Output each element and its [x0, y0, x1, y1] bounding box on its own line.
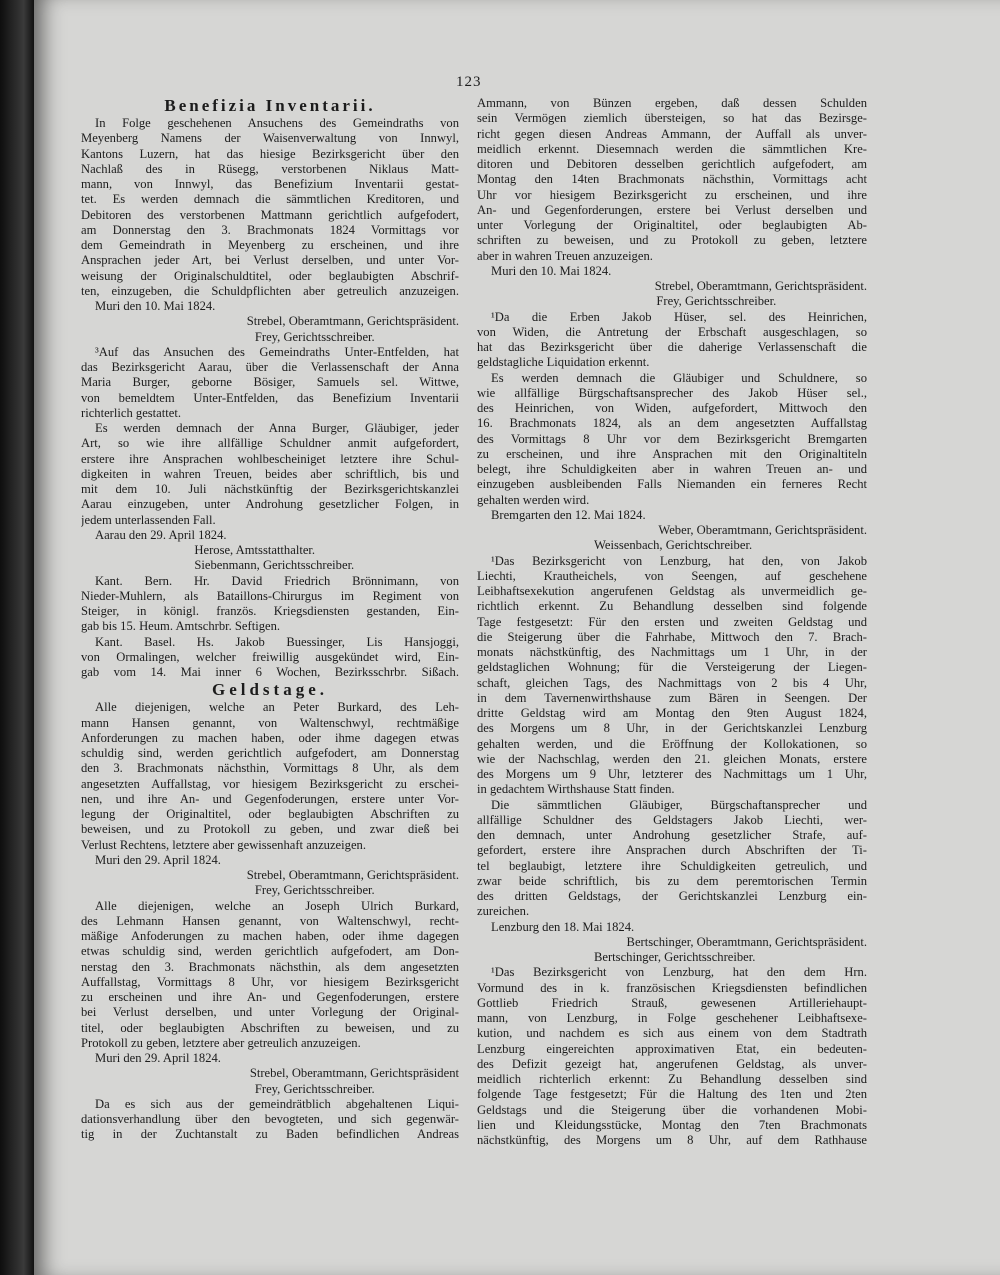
text-line: von Ormalingen, welcher freiwillig ausgekündet wird, Ein- [81, 649, 459, 664]
text-line: Die sämmtlichen Gläubiger, Bürgschaftansprecher und [491, 797, 867, 812]
text-line: dationsverhandlung über den bevogteten, und sich gegenwär- [81, 1112, 459, 1126]
text-line: Ammann, von Bünzen ergeben, daß dessen Schulden [477, 96, 867, 110]
signature-line: Weissenbach, Gerichtschreiber. [594, 538, 753, 553]
text-line: zwar beide schriftlich, bis zu dem peremtorischen Termin [477, 873, 867, 888]
text-line: etwas schuldig sind, werden gerichtlich aufgefodert, am Don- [81, 944, 459, 959]
text-line: Nachlaß des in Rüsegg, verstorbenen Niklaus Matt- [81, 161, 459, 176]
date-line: Muri den 29. April 1824. [95, 1051, 221, 1065]
text-line: gehalten werden, und die Eröffnung der Kollokationen, so [477, 736, 867, 751]
text-line: Steiger, in königl. französ. Kriegsdiensten gestanden, Ein- [81, 604, 459, 618]
page-number: 123 [456, 74, 482, 90]
text-line: Debitoren des verstorbenen Mattmann gerichtlich aufgefodert, [81, 207, 459, 222]
date-line: Lenzburg den 18. Mai 1824. [491, 919, 635, 934]
text-line: mäßige Anfoderungen zu machen haben, oder ihme dagegen [81, 929, 459, 943]
text-line: jedem unterlassenden Fall. [81, 512, 216, 527]
text-line: nächstkünftig, des Morgens um 8 Uhr, auf dem Rathhause [477, 1133, 867, 1147]
signature-line: Strebel, Oberamtmann, Gerichtspräsident. [246, 314, 459, 329]
text-line: geldstagliche Liquidation erkennt. [477, 355, 650, 370]
text-line: Anforderungen zu machen haben, oder ihme dagegen etwas [81, 730, 459, 745]
text-line: meidlich erkennt. Diesemnach werden die sämmtlichen Kre- [477, 141, 867, 156]
text-line: den demnach, unter Androhung gesetzlicher Strafe, auf- [477, 828, 867, 842]
text-line: mann Hansen genannt, von Waltenschwyl, rechtmäßige [81, 715, 459, 730]
text-line: Ansprachen jeder Art, bei Verlust derselben, und unter Vor- [81, 253, 459, 268]
signature-line: Frey, Gerichtsschreiber. [656, 294, 777, 309]
date-line: Aarau den 29. April 1824. [95, 527, 227, 542]
signature-line: Strebel, Oberamtmann, Gerichtspräsident. [654, 279, 867, 293]
text-line: Kant. Basel. Hs. Jakob Buessinger, Lis Hansjoggi, [95, 634, 459, 649]
date-line: Muri den 10. Mai 1824. [95, 299, 216, 313]
text-line: dem Gemeindrath in Meyenberg zu erscheinen, und ihre [81, 238, 459, 252]
date-line: Muri den 10. Mai 1824. [491, 263, 612, 278]
text-line: tel beglaubigt, letztere ihre Schuldigkeiten getreulich, und [477, 858, 867, 873]
text-line: gab bis 15. Heum. Amtschrbr. Seftigen. [81, 619, 281, 634]
date-line: Muri den 29. April 1824. [95, 852, 221, 867]
text-line: schriften zu beweisen, und zu Protokoll zu geben, letztere [477, 233, 867, 248]
text-line: das Bezirksgericht Aarau, über die Verlassenschaft der Anna [81, 360, 459, 374]
section-heading: Geldstage. [211, 680, 329, 700]
text-line: ditoren und Debitoren desselben gerichtlich aufgefodert, am [477, 157, 867, 171]
text-line: kution, und nachdem es sich aus einem von dem Stadtrath [477, 1026, 867, 1041]
text-line: hat das Bezirksgericht über die daherige Verlassenschaft die [477, 340, 867, 354]
text-line: am Donnerstag den 3. Brachmonats 1824 Vormittags vor [81, 222, 459, 237]
signature-line: Bertschinger, Gerichtsschreiber. [594, 950, 756, 964]
text-line: des Defizit gezeigt hat, angerufenen Geldstag, als unver- [477, 1056, 867, 1071]
text-line: den 3. Brachmonats nächsthin, Vormittags 8 Uhr, als dem [81, 761, 459, 776]
text-line: wie der Nachschlag, werden den 21. gleichen Monats, erstere [477, 751, 867, 766]
text-line: zu erscheinen und ihre An- und Gegenfoderungen, erstere [81, 990, 459, 1004]
adjacent-page-edge [0, 0, 34, 1275]
text-line: Vormund des in k. französischen Kriegsdiensten befindlichen [477, 980, 867, 995]
text-line: Leibhaftsexekution angerufenen Geldstag als unvermeidlich ge- [477, 584, 867, 598]
text-line: angesetzten Auffallstag, vor hiesigem Bezirksgericht zu erschei- [81, 776, 459, 791]
text-line: gehalten werden wird. [477, 492, 590, 507]
signature-line: Strebel, Oberamtmann, Gerichtspräsident [249, 1066, 459, 1081]
text-line: ³Auf das Ansuchen des Gemeindraths Unter-Entfelden, hat [95, 344, 459, 359]
text-line: weisung der Originalschuldtitel, oder beglaubigten Abschrif- [81, 268, 459, 283]
text-line: aber in wahren Treuen anzuzeigen. [477, 248, 653, 263]
text-line: in gedachtem Wirthshause Statt finden. [477, 782, 675, 797]
text-line: Kantons Luzern, hat das hiesige Bezirksgericht über den [81, 146, 459, 161]
text-line: wie allfällige Bürgschaftsansprecher des Jakob Hüser sel., [477, 385, 867, 400]
text-line: richterlich gestattet. [81, 405, 182, 420]
text-line: gefordert, erstere ihre Ansprachen durch Abschriften der Ti- [477, 843, 867, 858]
left-column [81, 96, 459, 1143]
text-line: von bemeldtem Unter-Entfelden, das Benefizium Inventarii [81, 390, 459, 405]
text-line: einzugeben ausbleibenden Falls Niemanden ein ferneres Recht [477, 477, 867, 492]
text-line: gab vom 14. Mai inner 6 Wochen, Bezirksschrbr. Sißach. [81, 665, 459, 679]
text-line: Art, so wie ihre allfällige Schuldner anmit aufgefordert, [81, 436, 459, 451]
text-line: allfällige Schuldner des Geldstagers Jakob Liechti, wer- [477, 812, 867, 827]
text-line: schaft, gleichen Tags, des Nachmittags von 2 bis 4 Uhr, [477, 675, 867, 690]
text-line: Gottlieb Friedrich Strauß, gewesenen Artilleriehaupt- [477, 995, 867, 1010]
text-line: des Lehmann Hansen genannt, von Waltenschwyl, recht- [81, 913, 459, 928]
text-line: An- und Gegenforderungen, erstere bei Verlust derselben und [477, 202, 867, 217]
text-line: dritte Geldstag wird am Montag den 9ten August 1824, [477, 706, 867, 720]
text-line: Lenzburg eingereichten approximativen Etat, ein bedeuten- [477, 1041, 867, 1056]
text-line: ¹Da die Erben Jakob Hüser, sel. des Heinrichen, [491, 309, 867, 324]
right-column [477, 96, 867, 1148]
text-line: in dem Tavernenwirthshause zum Bären in Seengen. Der [477, 690, 867, 705]
text-line: Uhr vor hiesigem Bezirksgericht zu erscheinen, und ihre [477, 187, 867, 202]
text-line: Verlust Rechtens, letztere aber gewissenhaft anzuzeigen. [81, 837, 366, 852]
text-line: Auffallstag, Vormittags 8 Uhr, vor hiesigem Bezirksgericht [81, 974, 459, 989]
text-line: digkeiten in wahren Treuen, beides aber schriftlich, bis und [81, 466, 459, 481]
text-line: belegt, ihre Schuldigkeiten aber in wahren Treuen an- und [477, 462, 867, 476]
text-line: Da es sich aus der gemeindrätblich abgehaltenen Liqui- [95, 1096, 459, 1111]
text-line: geldstaglichen Wohnung; für die Versteigerung der Liegen- [477, 660, 867, 675]
signature-line: Strebel, Oberamtmann, Gerichtspräsident. [246, 868, 459, 882]
text-line: Alle diejenigen, welche an Joseph Ulrich Burkard, [95, 898, 459, 913]
text-line: nen, und ihre An- und Gegenfoderungen, erstere unter Vor- [81, 791, 459, 806]
signature-line: Weber, Oberamtmann, Gerichtspräsident. [658, 523, 867, 537]
text-line: erstere ihre Ansprachen wohlbescheiniget letztere ihre Schul- [81, 451, 459, 466]
text-line: In Folge geschehenen Ansuchens des Gemeindraths von [95, 116, 459, 130]
text-line: Es werden demnach die Gläubiger und Schuldnere, so [491, 370, 867, 385]
text-line: des Vormittags 8 Uhr vor dem Bezirksgericht Bremgarten [477, 431, 867, 446]
text-line: Protokoll zu geben, letztere aber getreulich anzuzeigen. [81, 1035, 361, 1050]
text-line: schuldig sind, werden gerichtlich aufgefodert, am Donnerstag [81, 746, 459, 760]
text-line: mann, von Lenzburg, in Folge geschehener Leibhaftsexe- [477, 1011, 867, 1025]
signature-line: Herose, Amtsstatthalter. [194, 543, 316, 557]
text-line: mann, von Innwyl, das Benefizium Inventarii gestat- [81, 177, 459, 191]
text-line: die Steigerung über die Fahrhabe, Mittwoch den 7. Brach- [477, 629, 867, 644]
text-line: Geldstags und die Steigerung über die vorhandenen Mobi- [477, 1102, 867, 1117]
text-line: zureichen. [477, 904, 530, 919]
text-line: Nieder-Muhlern, als Bataillons-Chirurgus im Regiment von [81, 588, 459, 603]
document-page [34, 0, 1000, 1275]
text-line: Aarau einzugeben, unter Androhung gesetzlicher Folgen, in [81, 497, 459, 512]
text-line: mit dem 10. Juli nächstkünftig der Bezirksgerichtskanzlei [81, 482, 459, 496]
text-line: des Morgens um 8 Uhr, in der Gerichtskanzlei Lenzburg [477, 721, 867, 736]
text-line: von Widen, die Antretung der Erbschaft ausgeschlagen, so [477, 324, 867, 339]
text-line: Alle diejenigen, welche an Peter Burkard, des Leh- [95, 700, 459, 715]
signature-line: Frey, Gerichtsschreiber. [254, 329, 375, 344]
text-line: monats nächstkünftig, des Nachmittags um 1 Uhr, in der [477, 645, 867, 659]
text-line: Es werden demnach der Anna Burger, Gläubiger, jeder [95, 421, 459, 435]
text-line: Maria Burger, geborne Bösiger, Samuels sel. Wittwe, [81, 375, 459, 390]
text-line: ¹Das Bezirksgericht von Lenzburg, hat den dem Hrn. [491, 965, 867, 980]
text-line: tig in der Zuchtanstalt zu Baden befindlichen Andreas [81, 1127, 459, 1142]
text-line: des dritten Geldstags, der Gerichtskanzlei Lenzburg ein- [477, 889, 867, 903]
text-line: des Morgens um 9 Uhr, letzterer des Nachmittags um 1 Uhr, [477, 767, 867, 781]
text-line: sein Vermögen ziemlich übersteigen, so hat das Bezirsge- [477, 111, 867, 126]
text-line: lien und Kleidungsstücke, Montag den 7ten Brachmonats [477, 1117, 867, 1132]
text-line: folgende Tage festgesetzt; Für die Haltung des 1ten und 2ten [477, 1087, 867, 1102]
text-line: Montag den 14ten Brachmonats nächsthin, Vormittags acht [477, 172, 867, 187]
text-line: titel, oder beglaubigten Abschriften zu beweisen, und zu [81, 1020, 459, 1035]
signature-line: Frey, Gerichtsschreiber. [254, 1081, 375, 1096]
signature-line: Siebenmann, Gerichtsschreiber. [194, 558, 355, 573]
text-line: ten, einzugeben, die Schuldpflichten aber getreulich anzuzeigen. [81, 283, 459, 298]
text-line: Kant. Bern. Hr. David Friedrich Brönnimann, von [95, 573, 459, 588]
text-line: richtlich erkennt. Zu Behandlung desselben sind folgende [477, 599, 867, 614]
signature-line: Bertschinger, Oberamtmann, Gerichtspräsident. [626, 934, 867, 949]
text-line: legung der Originaltitel, oder beglaubigten Abschriften zu [81, 807, 459, 821]
section-heading: Benefizia Inventarii. [164, 96, 376, 115]
text-line: richt gegen diesen Andreas Ammann, der Auffall als unver- [477, 126, 867, 141]
text-line: Meyenberg Namens der Waisenverwaltung von Innwyl, [81, 131, 459, 146]
text-line: tet. Es werden demnach die sämmtlichen Kreditoren, und [81, 192, 459, 207]
text-line: beweisen, und zu Protokoll zu geben, und zwar dieß bei [81, 822, 459, 837]
text-line: zu erscheinen, und ihre Ansprachen mit den Originaltiteln [477, 446, 867, 461]
text-line: unter Vorlegung der Originaltitel, oder beglaubigten Ab- [477, 218, 867, 232]
date-line: Bremgarten den 12. Mai 1824. [491, 507, 646, 522]
text-line: ¹Das Bezirksgericht von Lenzburg, hat den, von Jakob [491, 553, 867, 568]
text-line: 16. Brachmonats 1824, als an dem angesetzten Auffallstag [477, 416, 867, 431]
text-line: Liechti, Krautheichels, von Seengen, auf geschehene [477, 568, 867, 583]
signature-line: Frey, Gerichtsschreiber. [254, 883, 375, 898]
text-line: bei Verlust derselben, und unter Vorlegung der Original- [81, 1005, 459, 1020]
text-line: nerstag den 3. Brachmonats nächsthin, als dem angesetzten [81, 959, 459, 974]
text-line: Tage festgesetzt: Für den ersten und zweiten Geldstag und [477, 614, 867, 629]
text-line: des Heinrichen, von Widen, aufgefordert, Mittwoch den [477, 401, 867, 415]
text-line: meidlich richterlich erkennt: Zu Behandlung desselben sind [477, 1072, 867, 1086]
